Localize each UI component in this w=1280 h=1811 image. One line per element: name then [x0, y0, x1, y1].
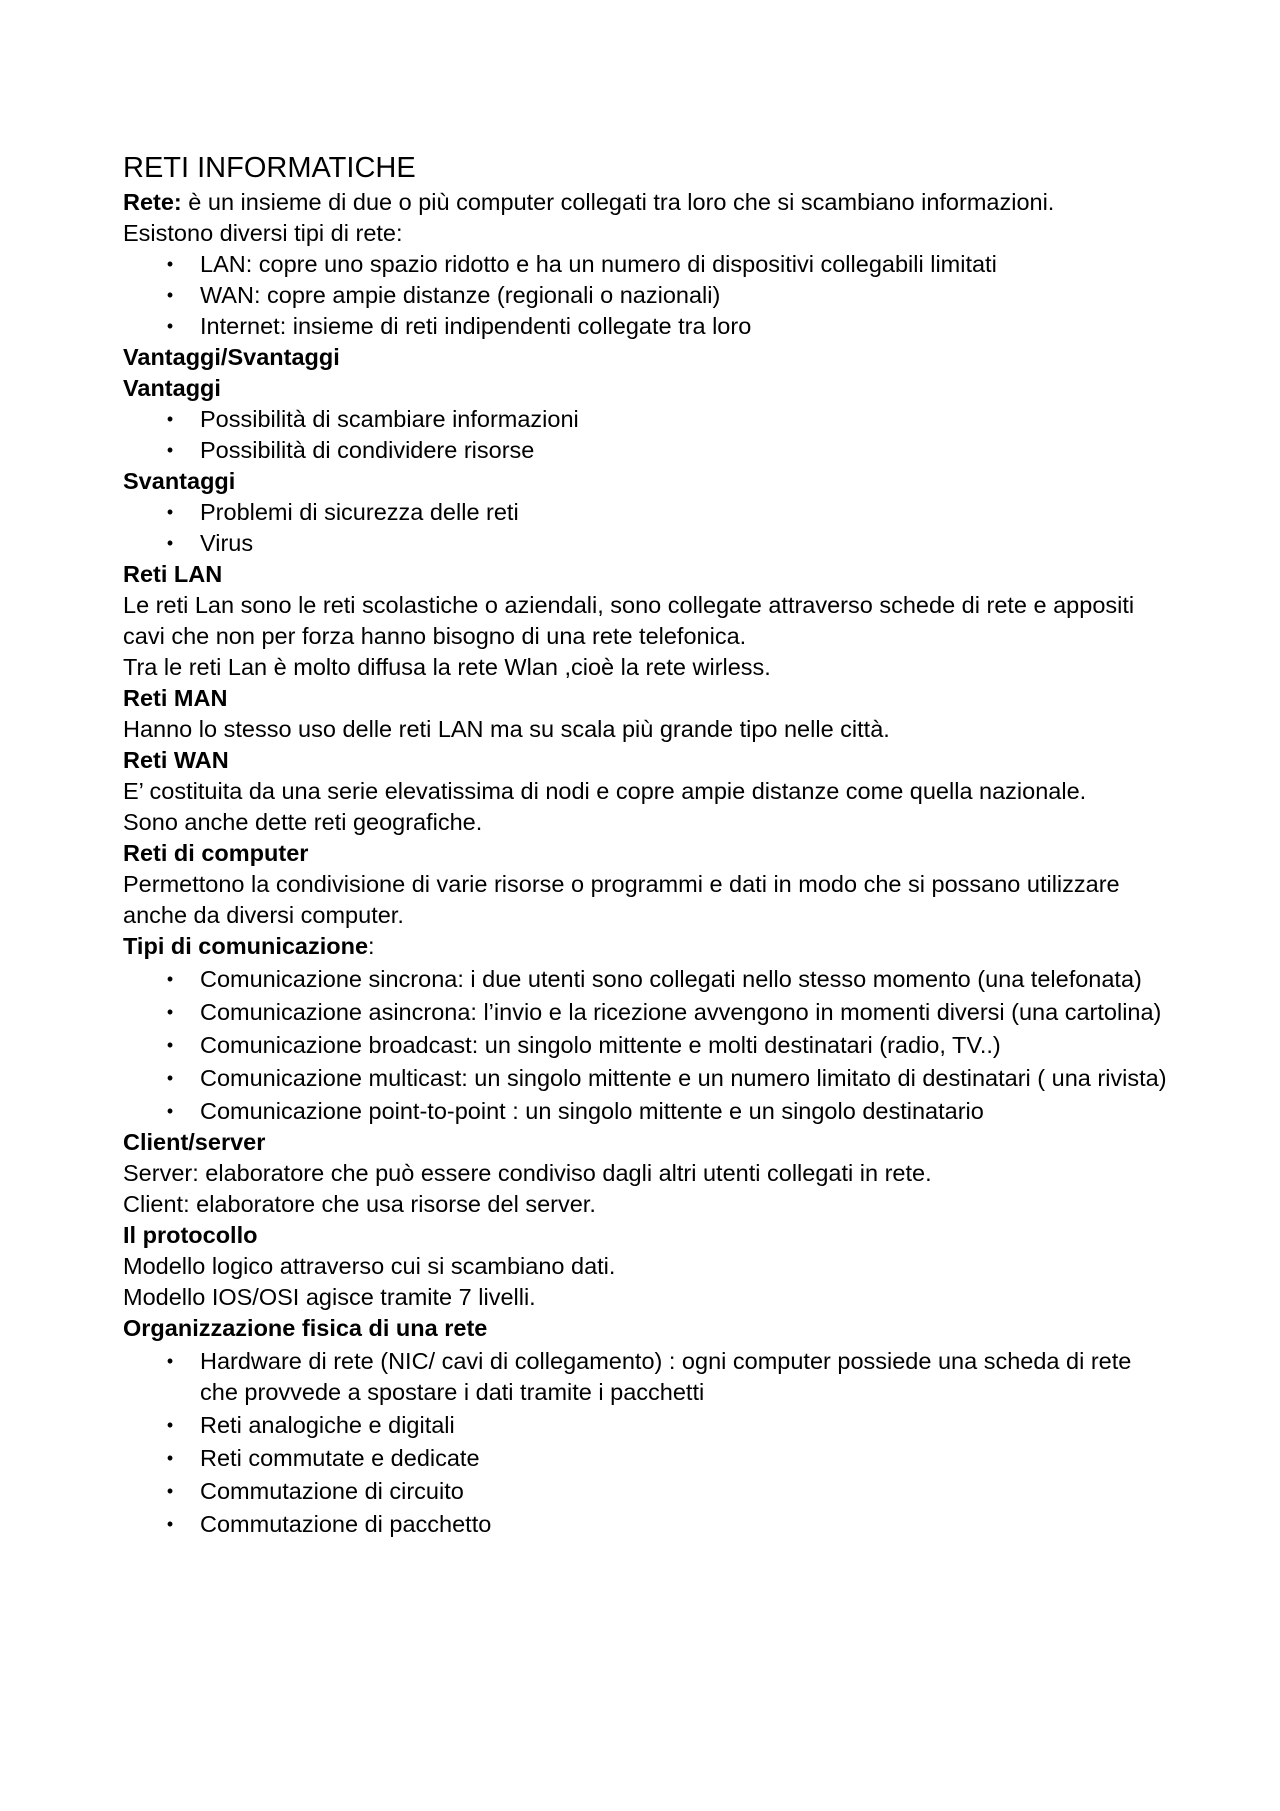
bullet-icon: • — [166, 1351, 174, 1371]
client-server-heading: Client/server — [123, 1129, 266, 1155]
bullet-icon: • — [166, 316, 174, 336]
list-item: • Reti analogiche e digitali — [123, 1410, 1173, 1441]
list-item: • Problemi di sicurezza delle reti — [123, 497, 1173, 528]
bullet-icon: • — [166, 440, 174, 460]
bullet-icon: • — [166, 1514, 174, 1534]
network-types-list — [123, 249, 1173, 342]
computer-networks-paragraph: Permettono la condivisione di varie risorse o programmi e dati in modo che si possano utilizzare anche da diversi computer. — [123, 871, 1120, 928]
pros-heading: Vantaggi — [123, 375, 221, 401]
bullet-icon: • — [166, 1481, 174, 1501]
lan-heading: Reti LAN — [123, 561, 223, 587]
client-server-paragraph-1: Server: elaboratore che può essere condiviso dagli altri utenti collegati in rete. — [123, 1160, 932, 1186]
bullet-icon: • — [166, 1101, 174, 1121]
pros-cons-heading: Vantaggi/Svantaggi — [123, 344, 340, 370]
bullet-icon: • — [166, 285, 174, 305]
cons-list — [123, 497, 1173, 559]
bullet-icon: • — [166, 1035, 174, 1055]
list-item: • Comunicazione sincrona: i due utenti sono collegati nello stesso momento (una telefonata) — [123, 964, 1173, 995]
list-item: • Commutazione di pacchetto — [123, 1509, 1173, 1540]
bullet-icon: • — [166, 533, 174, 553]
network-definition-text: è un insieme di due o più computer collegati tra loro che si scambiano informazioni. — [181, 189, 1055, 215]
protocol-paragraph-1: Modello logico attraverso cui si scambiano dati. — [123, 1253, 616, 1279]
document-page — [123, 150, 1173, 1540]
list-item: • Comunicazione asincrona: l’invio e la ricezione avvengono in momenti diversi (una cartolina) — [123, 997, 1173, 1028]
man-heading: Reti MAN — [123, 685, 228, 711]
list-item: • Comunicazione point-to-point : un singolo mittente e un singolo destinatario — [123, 1096, 1173, 1127]
document-title: RETI INFORMATICHE — [123, 152, 416, 184]
communication-list — [123, 964, 1173, 1127]
list-item: • Virus — [123, 528, 1173, 559]
list-item: • Comunicazione multicast: un singolo mittente e un numero limitato di destinatari ( una rivista) — [123, 1063, 1173, 1094]
man-paragraph: Hanno lo stesso uso delle reti LAN ma su scala più grande tipo nelle città. — [123, 716, 890, 742]
organization-heading: Organizzazione fisica di una rete — [123, 1315, 488, 1341]
list-item: • WAN: copre ampie distanze (regionali o nazionali) — [123, 280, 1173, 311]
lan-paragraph-2: Tra le reti Lan è molto diffusa la rete Wlan ,cioè la rete wirless. — [123, 654, 771, 680]
communication-heading: Tipi di comunicazione: — [123, 933, 375, 959]
protocol-heading: Il protocollo — [123, 1222, 258, 1248]
bullet-icon: • — [166, 1002, 174, 1022]
network-types-intro: Esistono diversi tipi di rete: — [123, 220, 403, 246]
bullet-icon: • — [166, 1448, 174, 1468]
bullet-icon: • — [166, 1415, 174, 1435]
cons-heading: Svantaggi — [123, 468, 236, 494]
bullet-icon: • — [166, 409, 174, 429]
list-item: • LAN: copre uno spazio ridotto e ha un numero di dispositivi collegabili limitati — [123, 249, 1173, 280]
list-item: • Comunicazione broadcast: un singolo mittente e molti destinatari (radio, TV..) — [123, 1030, 1173, 1061]
wan-paragraph-1: E’ costituita da una serie elevatissima di nodi e copre ampie distanze come quella nazionale. — [123, 778, 1087, 804]
list-item: • Possibilità di condividere risorse — [123, 435, 1173, 466]
bullet-icon: • — [166, 969, 174, 989]
computer-networks-heading: Reti di computer — [123, 840, 309, 866]
wan-paragraph-2: Sono anche dette reti geografiche. — [123, 809, 483, 835]
bullet-icon: • — [166, 1068, 174, 1088]
list-item: • Possibilità di scambiare informazioni — [123, 404, 1173, 435]
lan-paragraph-1: Le reti Lan sono le reti scolastiche o aziendali, sono collegate attraverso schede di rete e appositi cavi che non per forza hanno bisogno di una rete telefonica. — [123, 592, 1135, 649]
list-item: • Reti commutate e dedicate — [123, 1443, 1173, 1474]
client-server-paragraph-2: Client: elaboratore che usa risorse del server. — [123, 1191, 596, 1217]
organization-list — [123, 1346, 1173, 1540]
wan-heading: Reti WAN — [123, 747, 229, 773]
bullet-icon: • — [166, 502, 174, 522]
protocol-paragraph-2: Modello IOS/OSI agisce tramite 7 livelli. — [123, 1284, 536, 1310]
pros-list — [123, 404, 1173, 466]
list-item: • Hardware di rete (NIC/ cavi di collegamento) : ogni computer possiede una scheda di rete che provvede a spostare i dati tramite i pacchetti — [123, 1346, 1173, 1408]
list-item: • Commutazione di circuito — [123, 1476, 1173, 1507]
bullet-icon: • — [166, 254, 174, 274]
network-term: Rete: — [123, 189, 182, 215]
list-item: • Internet: insieme di reti indipendenti collegate tra loro — [123, 311, 1173, 342]
network-definition — [123, 187, 1173, 218]
